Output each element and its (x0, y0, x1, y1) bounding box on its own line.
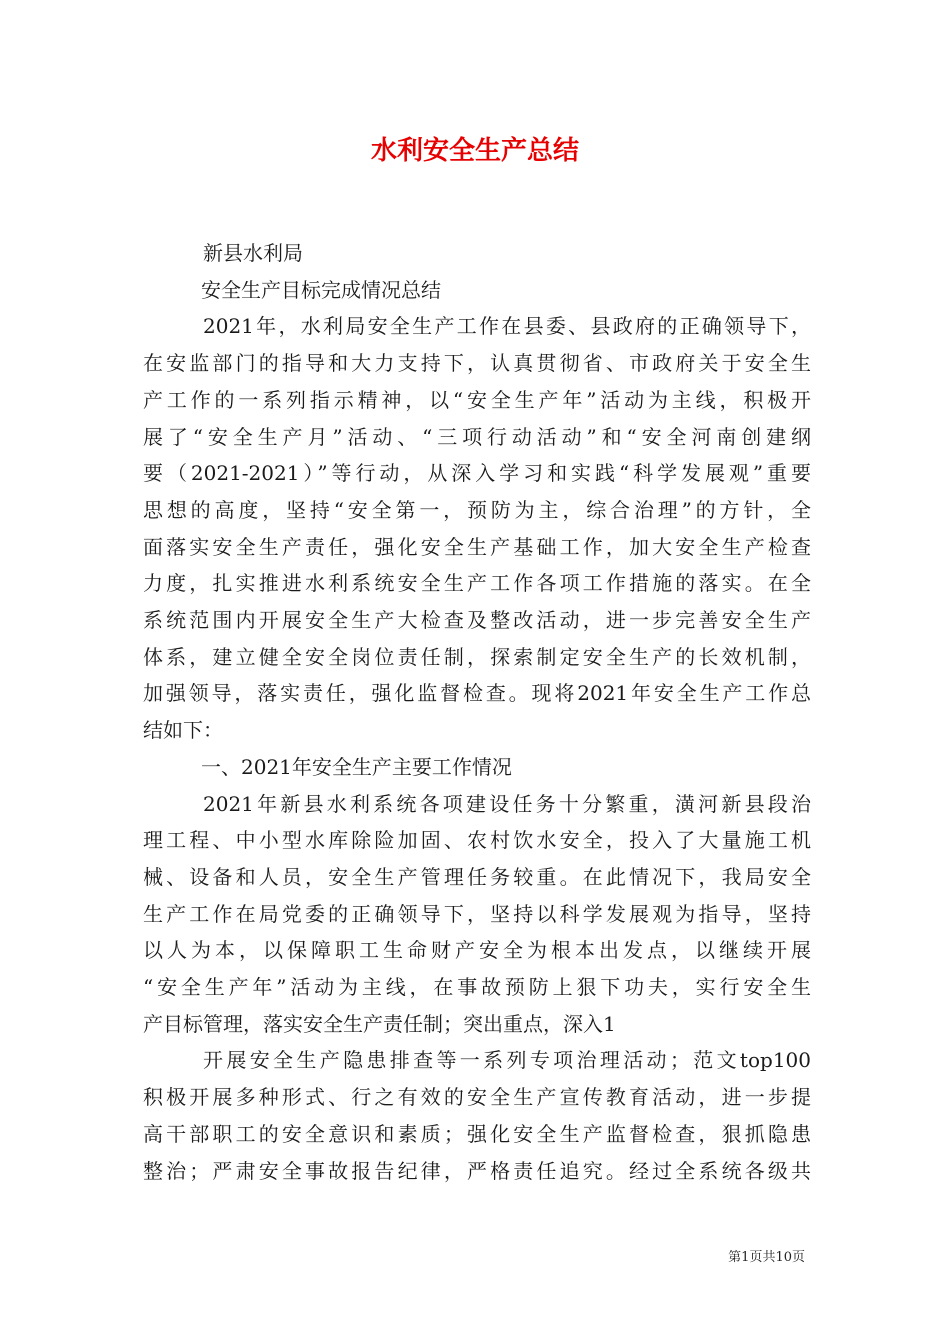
body-line: 2021年新县水利系统各项建设任务十分繁重，潢河新县段治 (203, 791, 811, 816)
body-line: 新县水利局 (203, 241, 303, 265)
body-line: 结如下： (143, 718, 223, 743)
body-line: 开展安全生产隐患排查等一系列专项治理活动；范文top100 (203, 1048, 811, 1073)
body-line: 生产工作在局党委的正确领导下，坚持以科学发展观为指导，坚持 (143, 901, 811, 926)
body-line: 积极开展多种形式、行之有效的安全生产宣传教育活动，进一步提 (143, 1085, 811, 1110)
body-line: 产目标管理，落实安全生产责任制；突出重点，深入1 (143, 1011, 616, 1036)
body-line: 械、设备和人员，安全生产管理任务较重。在此情况下，我局安全 (143, 864, 811, 889)
body-line: 以人为本，以保障职工生命财产安全为根本出发点，以继续开展 (143, 938, 811, 963)
document-body (143, 235, 811, 1189)
body-line: 系统范围内开展安全生产大检查及整改活动，进一步完善安全生产 (143, 608, 811, 633)
body-line: 理工程、中小型水库除险加固、农村饮水安全，投入了大量施工机 (143, 828, 811, 853)
body-line: 2021年，水利局安全生产工作在县委、县政府的正确领导下， (203, 314, 811, 339)
body-line: 要（2021-2021）”等行动，从深入学习和实践“科学发展观”重要 (143, 461, 811, 486)
section-heading: 一、2021年安全生产主要工作情况 (201, 754, 512, 779)
body-line: 加强领导，落实责任，强化监督检查。现将2021年安全生产工作总 (143, 681, 811, 706)
document-title: 水利安全生产总结 (370, 136, 579, 166)
body-line: 面落实安全生产责任，强化安全生产基础工作，加大安全生产检查 (143, 534, 811, 559)
body-line: 产工作的一系列指示精神，以“安全生产年”活动为主线，积极开 (143, 387, 811, 412)
body-line: “安全生产年”活动为主线，在事故预防上狠下功夫，实行安全生 (143, 975, 811, 1000)
body-line: 安全生产目标完成情况总结 (201, 277, 441, 302)
body-line: 体系，建立健全安全岗位责任制，探索制定安全生产的长效机制， (143, 644, 811, 669)
page-number: 第1页共10页 (728, 1250, 805, 1265)
body-line: 整治；严肃安全事故报告纪律，严格责任追究。经过全系统各级共 (143, 1158, 811, 1183)
body-line: 在安监部门的指导和大力支持下，认真贯彻省、市政府关于安全生 (143, 351, 811, 376)
body-line: 力度，扎实推进水利系统安全生产工作各项工作措施的落实。在全 (143, 571, 811, 596)
body-line: 思想的高度，坚持“安全第一，预防为主，综合治理”的方针，全 (143, 497, 811, 522)
body-line: 展了“安全生产月”活动、“三项行动活动”和“安全河南创建纲 (143, 424, 811, 449)
body-line: 高干部职工的安全意识和素质；强化安全生产监督检查，狠抓隐患 (143, 1121, 811, 1146)
